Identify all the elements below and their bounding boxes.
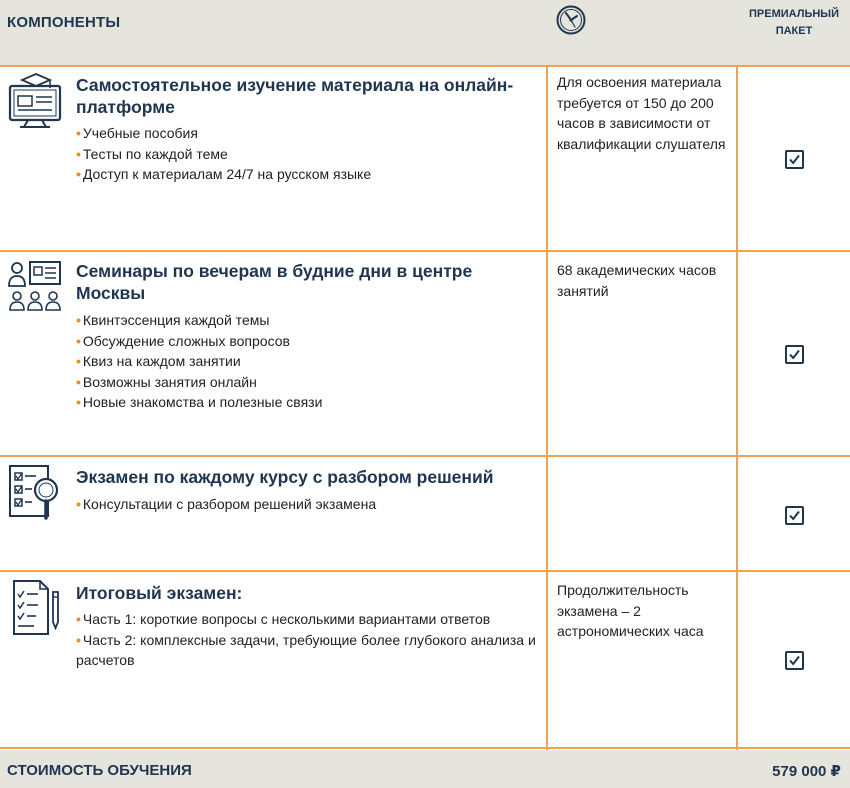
- tuition-price: 579 000 ₽: [772, 763, 841, 780]
- premium-package-heading: ПРЕМИАЛЬНЫЙ ПАКЕТ: [749, 8, 839, 37]
- list-item: • Новые знакомства и полезные связи: [76, 394, 323, 410]
- component-title: Экзамен по каждому курсу с разбором решений: [76, 467, 494, 487]
- component-title: Итоговый экзамен:: [76, 583, 243, 603]
- list-item: • Часть 2: комплексные задачи, требующие более глубокого анализа и расчетов: [76, 631, 536, 668]
- list-item: • Обсуждение сложных вопросов: [76, 332, 290, 349]
- list-item: • Доступ к материалам 24/7 на русском языке: [76, 166, 372, 182]
- checkmark-icon: [788, 153, 801, 166]
- list-item: • Часть 1: короткие вопросы с несколькими вариантами ответов: [76, 611, 491, 627]
- table-header: [0, 0, 850, 66]
- column-divider: [736, 66, 738, 750]
- list-item: • Консультации с разбором решений экзамена: [76, 496, 377, 512]
- price-footer: [0, 750, 850, 788]
- row-divider: [0, 250, 850, 252]
- list-item: • Квинтэссенция каждой темы: [76, 312, 270, 328]
- list-item: • Тесты по каждой теме: [76, 145, 228, 162]
- duration-note: Для освоения материала требуется от 150 до 200 часов в зависимости от квалификации слушателя: [557, 74, 726, 152]
- monitor-graduation-icon: [6, 70, 66, 130]
- duration-note: Продолжительность экзамена – 2 астрономических часа: [557, 582, 704, 639]
- checkmark-icon: [788, 654, 801, 667]
- premium-included-checkbox: [785, 506, 804, 525]
- clock-icon: [555, 4, 587, 36]
- components-heading: КОМПОНЕНТЫ: [7, 14, 121, 31]
- row-divider: [0, 65, 850, 67]
- premium-included-checkbox: [785, 150, 804, 169]
- column-divider: [546, 66, 548, 750]
- list-item: • Учебные пособия: [76, 125, 198, 141]
- list-item: • Квиз на каждом занятии: [76, 353, 241, 369]
- component-title: Самостоятельное изучение материала на онлайн-платформе: [76, 75, 514, 117]
- duration-note: 68 академических часов занятий: [557, 262, 717, 299]
- checklist-pencil-icon: [6, 578, 66, 638]
- tuition-cost-label: СТОИМОСТЬ ОБУЧЕНИЯ: [7, 762, 192, 779]
- bullet-list: [76, 123, 536, 185]
- premium-included-checkbox: [785, 345, 804, 364]
- bullet-list: [76, 310, 536, 413]
- row-divider: [0, 570, 850, 572]
- row-divider: [0, 455, 850, 457]
- bullet-list: [76, 494, 536, 515]
- bullet-list: [76, 609, 536, 671]
- exam-magnifier-icon: [6, 462, 66, 522]
- component-title: Семинары по вечерам в будние дни в центре Москвы: [76, 261, 473, 303]
- premium-included-checkbox: [785, 651, 804, 670]
- checkmark-icon: [788, 509, 801, 522]
- row-divider: [0, 747, 850, 749]
- checkmark-icon: [788, 348, 801, 361]
- list-item: • Возможны занятия онлайн: [76, 373, 257, 390]
- seminar-presentation-icon: [6, 258, 66, 318]
